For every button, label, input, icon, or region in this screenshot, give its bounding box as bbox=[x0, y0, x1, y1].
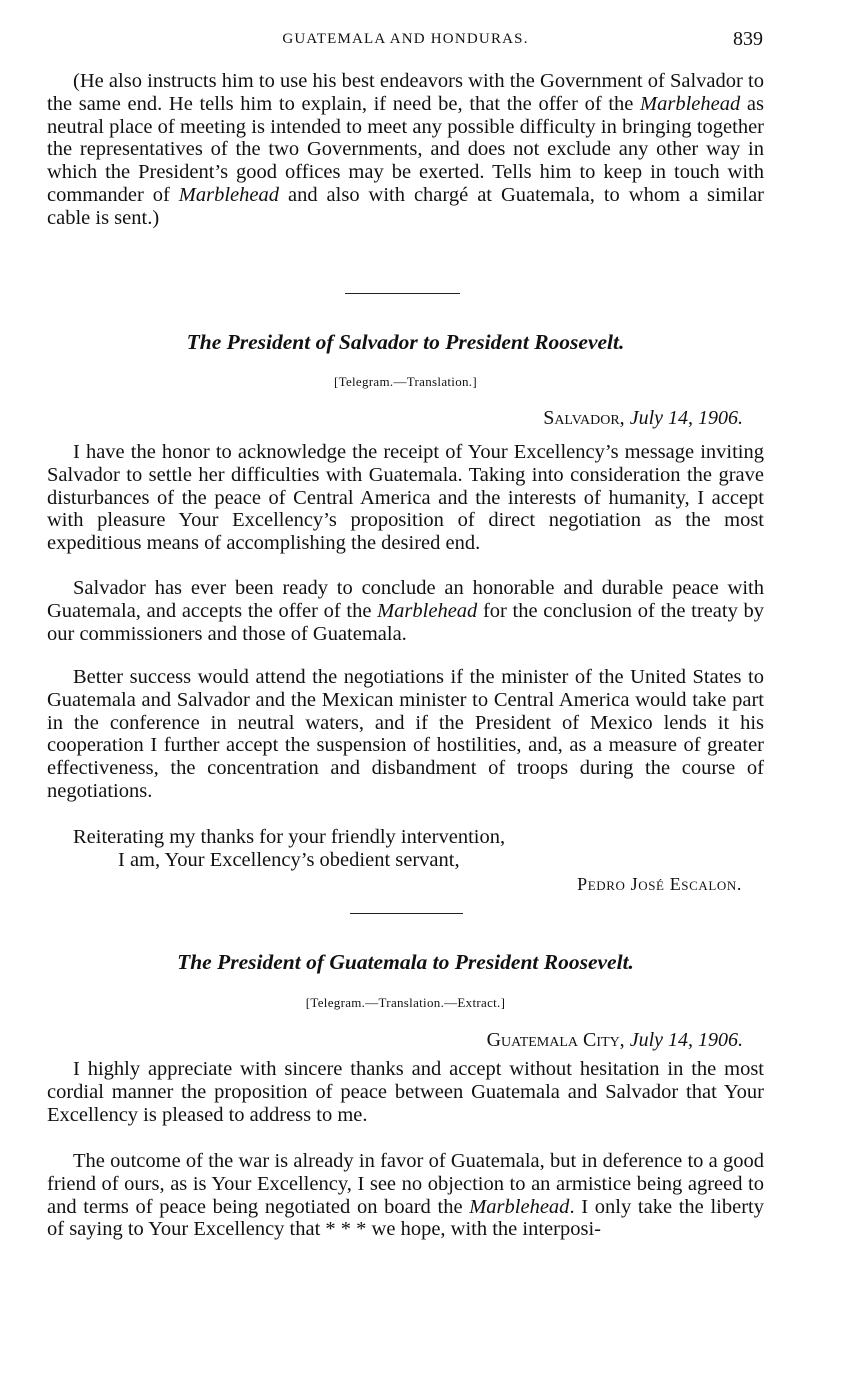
salvador-signature: Pedro José Escalon. bbox=[577, 874, 742, 894]
running-head bbox=[48, 28, 763, 52]
ship-name: Marblehead bbox=[640, 92, 741, 115]
intro-paragraph: (He also instructs him to use his best endeavors with the Government of Salvador to the same end. He tells him to explain, if need be, that the offer of the Marblehead as neutral place of meeting is intended to meet any possible difficulty in bringing together the representatives of the two Governments, and does not exclude any other way in which the President’s good offices may be exerted. Tells him to keep in touch with commander of Marblehead and also with chargé at Guatemala, to whom a similar cable is sent.) bbox=[47, 70, 764, 229]
running-title: GUATEMALA AND HONDURAS. bbox=[282, 31, 529, 47]
salvador-closing: I am, Your Excellency’s obedient servant, bbox=[118, 849, 460, 871]
dateline-place: Salvador, bbox=[543, 407, 625, 429]
salvador-paragraph: Better success would attend the negotiations if the minister of the United States to Guatemala and Salvador and the Mexican minister to Central America would take part in the conference in neutral waters, and if the President of Mexico lends it his cooperation I further accept the suspension of hostilities, and, as a measure of greater effectiveness, the concentration and disbandment of troops during the course of negotiations. bbox=[47, 666, 764, 802]
guatemala-message-note: [Telegram.—Translation.—Extract.] bbox=[305, 995, 506, 1010]
salvador-paragraph: I have the honor to acknowledge the receipt of Your Excellency’s message inviting Salvador to settle her difficulties with Guatemala. Taking into consideration the grave disturbances of the peace of Central America and the interests of humanity, I accept with pleasure Your Excellency’s proposition of direct negotiation as the most expeditious means of accomplishing the desired end. bbox=[47, 441, 764, 555]
guatemala-paragraph: I highly appreciate with sincere thanks and accept without hesitation in the most cordial manner the proposition of peace between Guatemala and Salvador that Your Excellency is pleased to address to me. bbox=[47, 1058, 764, 1126]
ship-name: Marblehead bbox=[178, 183, 279, 206]
dateline-date: July 14, 1906. bbox=[629, 1029, 743, 1051]
ship-name: Marblehead bbox=[469, 1195, 570, 1218]
salvador-message-heading: The President of Salvador to President Roosevelt. bbox=[186, 330, 625, 354]
dateline-date: July 14, 1906. bbox=[629, 407, 743, 429]
section-divider bbox=[350, 913, 463, 914]
section-divider bbox=[345, 293, 460, 294]
guatemala-paragraph: The outcome of the war is already in favor of Guatemala, but in deference to a good friend of ours, as is Your Excellency, I see no objection to an armistice being agreed to and terms of peace being negotiated on board the Marblehead. I only take the liberty of saying to Your Excellency that * * * we hope, with the interposi- bbox=[47, 1150, 764, 1241]
dateline-place: Guatemala City, bbox=[486, 1029, 625, 1051]
guatemala-dateline bbox=[487, 1029, 743, 1052]
salvador-message-note: [Telegram.—Translation.] bbox=[333, 374, 477, 389]
ship-name: Marblehead bbox=[377, 599, 478, 622]
salvador-paragraph: Reiterating my thanks for your friendly intervention, bbox=[73, 826, 506, 848]
salvador-dateline bbox=[543, 407, 743, 430]
guatemala-message-heading: The President of Guatemala to President Roosevelt. bbox=[177, 950, 634, 974]
salvador-paragraph: Salvador has ever been ready to conclude an honorable and durable peace with Guatemala, and accepts the offer of the Marblehead for the conclusion of the treaty by our commissioners and those of Guatemala. bbox=[47, 577, 764, 645]
page-number: 839 bbox=[733, 28, 763, 50]
